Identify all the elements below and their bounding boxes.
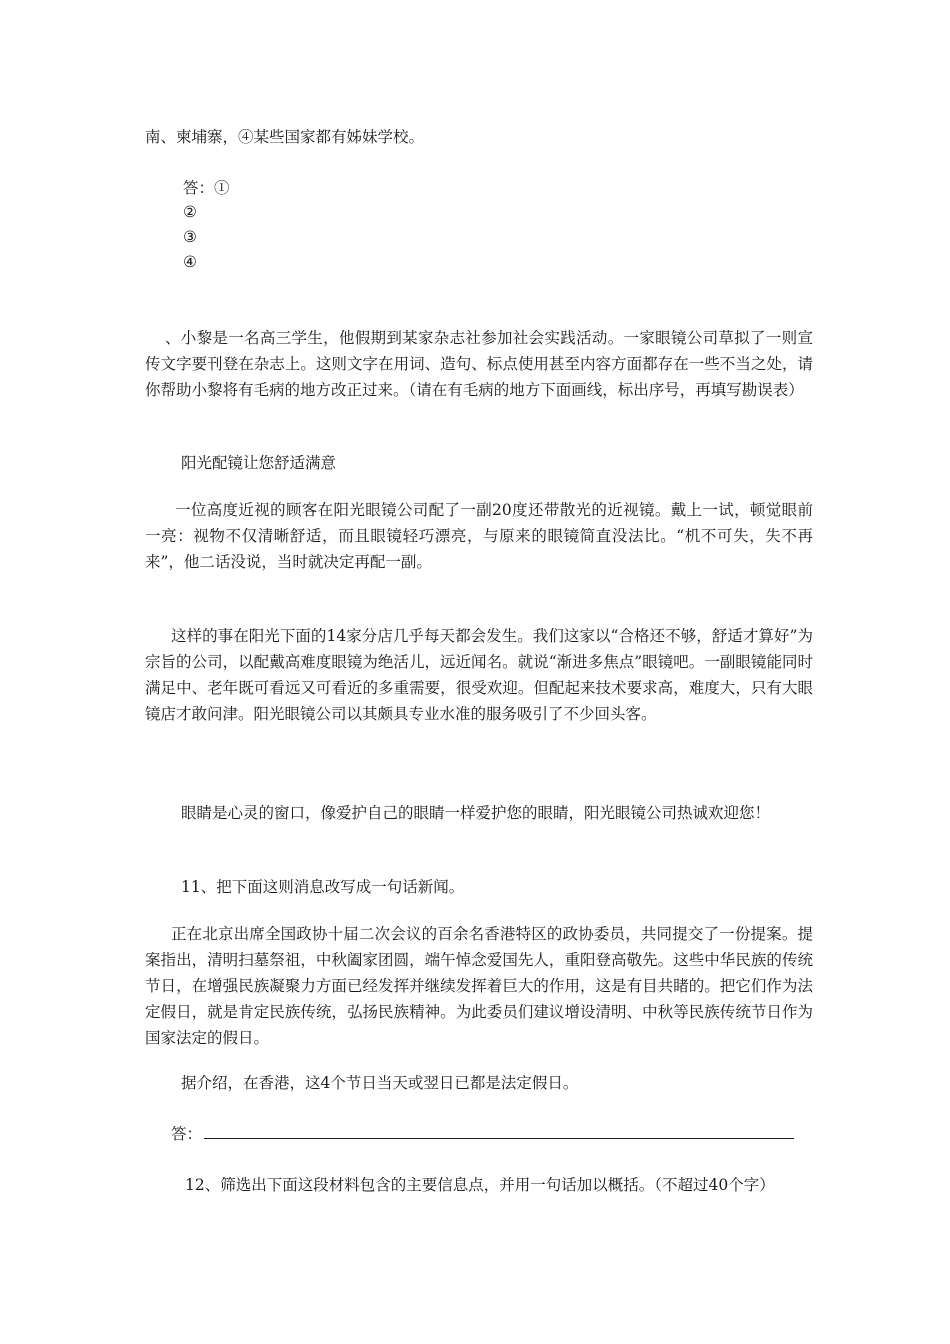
question-11-answer-blank[interactable]	[204, 1124, 794, 1139]
news-paragraph-2: 据介绍，在香港，这4个节日当天或翌日已都是法定假日。	[181, 1074, 579, 1092]
question-11-prompt: 11、把下面这则消息改写成一句话新闻。	[181, 878, 465, 896]
news-paragraph-1: 正在北京出席全国政协十届二次会议的百余名香港特区的政协委员，共同提交了一份提案。提案指出，清明扫墓祭祖，中秋阖家团圆，端午悼念爱国先人，重阳登高敬先。这些中华民族的传统节日，在增强民族凝聚力方面已经发挥并继续发挥着巨大的作用，这是有目共睹的。把它们作为法定假日，就是肯定民族传统，弘扬民族精神。为此委员们建议增设清明、中秋等民族传统节日作为国家法定的假日。	[145, 925, 813, 1047]
answer-label-4: ④	[183, 253, 197, 271]
question-10-prompt: 、小黎是一名高三学生，他假期到某家杂志社参加社会实践活动。一家眼镜公司草拟了一则宣传文字要刊登在杂志上。这则文字在用词、造句、标点使用甚至内容方面都存在一些不当之处，请你帮助小黎将有毛病的地方改正过来。（请在有毛病的地方下面画线，标出序号，再填写勘误表）	[145, 329, 813, 399]
ad-paragraph-2: 这样的事在阳光下面的14家分店几乎每天都会发生。我们这家以“合格还不够，舒适才算好”为宗旨的公司，以配戴高难度眼镜为绝活儿，远近闻名。就说“渐进多焦点”眼镜吧。一副眼镜能同时满足中、老年既可看远又可看近的多重需要，很受欢迎。但配起来技术要求高，难度大，只有大眼镜店才敢问津。阳光眼镜公司以其颇具专业水准的服务吸引了不少回头客。	[145, 627, 813, 723]
ad-paragraph-1: 一位高度近视的顾客在阳光眼镜公司配了一副20度还带散光的近视镜。戴上一试，顿觉眼前一亮：视物不仅清晰舒适，而且眼镜轻巧漂亮，与原来的眼镜简直没法比。“机不可失，失不再来”，他二话没说，当时就决定再配一副。	[145, 501, 813, 571]
previous-question-tail: 南、柬埔寨，④某些国家都有姊妹学校。	[145, 128, 425, 146]
answer-label-1: 答：①	[183, 179, 230, 197]
question-11-answer-label: 答：	[171, 1125, 203, 1143]
answer-label-2: ②	[183, 203, 197, 221]
question-11-answer-row	[171, 1124, 794, 1144]
ad-paragraph-3: 眼睛是心灵的窗口，像爱护自己的眼睛一样爱护您的眼睛，阳光眼镜公司热诚欢迎您！	[181, 804, 771, 822]
question-12-prompt: 12、筛选出下面这段材料包含的主要信息点，并用一句话加以概括。（不超过40个字）	[185, 1176, 775, 1194]
answer-label-3: ③	[183, 228, 197, 246]
ad-title: 阳光配镜让您舒适满意	[181, 454, 337, 472]
